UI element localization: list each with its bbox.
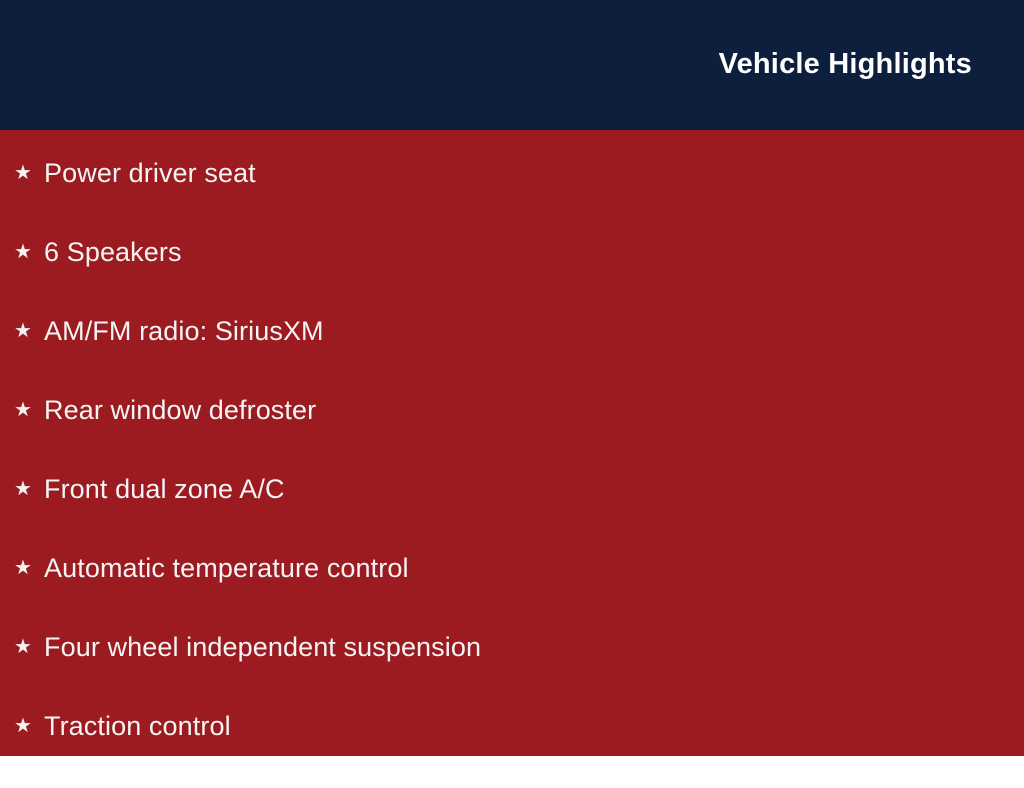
list-item [0,630,1024,709]
star-icon: ★ [14,162,32,184]
list-item [0,472,1024,551]
slide-body [0,130,1024,756]
list-item-label: Automatic temperature control [44,553,409,583]
list-item-label: Traction control [44,711,231,741]
list-item-label: 6 Speakers [44,237,182,267]
star-icon: ★ [14,715,32,737]
highlights-list [0,156,1024,788]
slide-footer [0,756,1024,768]
list-item-label: Front dual zone A/C [44,474,285,504]
star-icon: ★ [14,241,32,263]
list-item [0,235,1024,314]
star-icon: ★ [14,636,32,658]
list-item-label: AM/FM radio: SiriusXM [44,316,324,346]
slide-header [0,0,1024,130]
page-title: Vehicle Highlights [718,48,972,81]
list-item [0,393,1024,472]
star-icon: ★ [14,557,32,579]
list-item [0,709,1024,788]
star-icon: ★ [14,320,32,342]
list-item [0,156,1024,235]
list-item [0,314,1024,393]
list-item-label: Power driver seat [44,158,256,188]
star-icon: ★ [14,399,32,421]
list-item [0,551,1024,630]
star-icon: ★ [14,478,32,500]
list-item-label: Rear window defroster [44,395,317,425]
list-item-label: Four wheel independent suspension [44,632,482,662]
